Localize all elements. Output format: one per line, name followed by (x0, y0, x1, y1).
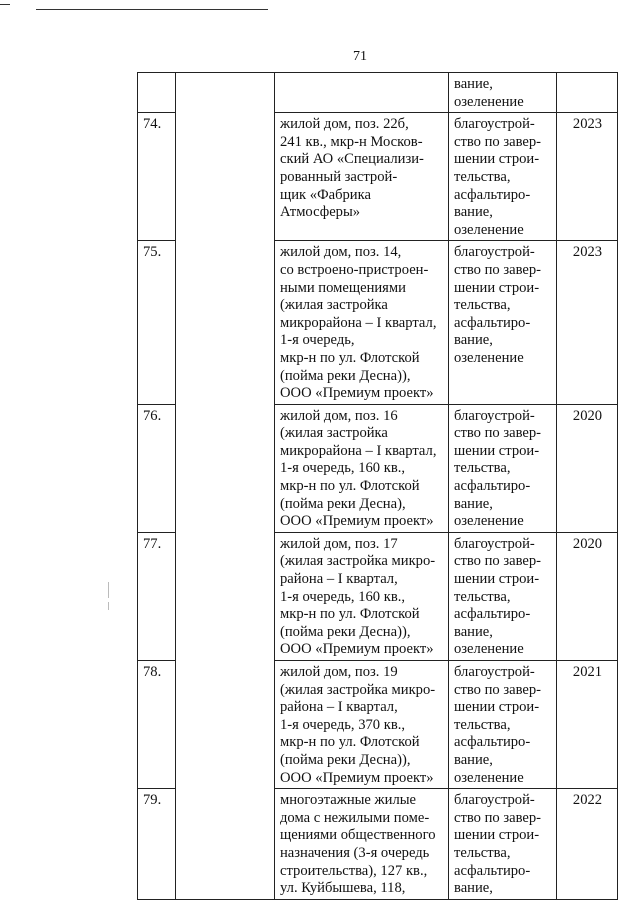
year-cell: 2020 (557, 404, 618, 532)
works-cell: вание, озеленение (449, 73, 557, 113)
year-cell (557, 73, 618, 113)
works-cell: благоустрой- ство по завер- шении строи- тельства, асфальтиро- вание, озеленение (449, 241, 557, 404)
row-number-cell: 78. (138, 661, 176, 789)
row-number-cell: 76. (138, 404, 176, 532)
works-cell: благоустрой- ство по завер- шении строи- тельства, асфальтиро- вание, озеленение (449, 532, 557, 660)
header-rule (36, 9, 268, 10)
year-cell: 2023 (557, 241, 618, 404)
object-cell: жилой дом, поз. 17 (жилая застройка микро- района – I квартал, 1-я очередь, 160 кв., мкр-н по ул. Флотской (пойма реки Десна)), ООО «Премиум проект» (275, 532, 449, 660)
row-number-cell: 74. (138, 113, 176, 241)
row-number-cell: 75. (138, 241, 176, 404)
year-cell: 2021 (557, 661, 618, 789)
year-cell: 2020 (557, 532, 618, 660)
row-number-cell: 77. (138, 532, 176, 660)
object-cell (275, 73, 449, 113)
scan-artifact (108, 582, 109, 598)
row-number-cell (138, 73, 176, 113)
blank-column-cell (176, 73, 275, 900)
works-cell: благоустрой- ство по завер- шении строи- тельства, асфальтиро- вание, озеленение (449, 113, 557, 241)
page-number: 71 (353, 49, 367, 64)
year-cell: 2022 (557, 789, 618, 900)
object-cell: многоэтажные жилые дома с нежилыми поме- щениями общественного назначения (3-я очередь строительства), 127 кв., ул. Куйбышева, 118, (275, 789, 449, 900)
works-cell: благоустрой- ство по завер- шении строи- тельства, асфальтиро- вание, (449, 789, 557, 900)
scan-corner-mark (0, 4, 10, 5)
row-number-cell: 79. (138, 789, 176, 900)
year-cell: 2023 (557, 113, 618, 241)
object-cell: жилой дом, поз. 16 (жилая застройка микрорайона – I квартал, 1-я очередь, 160 кв., мкр-н по ул. Флотской (пойма реки Десна), ООО «Премиум проект» (275, 404, 449, 532)
object-cell: жилой дом, поз. 14, со встроено-пристроен- ными помещениями (жилая застройка микрорайона – I квартал, 1-я очередь, мкр-н по ул. Флотской (пойма реки Десна)), ООО «Премиум проект» (275, 241, 449, 404)
object-cell: жилой дом, поз. 19 (жилая застройка микро- района – I квартал, 1-я очередь, 370 кв., мкр-н по ул. Флотской (пойма реки Десна)), ООО «Премиум проект» (275, 661, 449, 789)
register-table (137, 72, 618, 900)
scan-artifact (108, 602, 109, 610)
object-cell: жилой дом, поз. 22б, 241 кв., мкр-н Москов- ский АО «Специализи- рованный застрой- щик «Фабрика Атмосферы» (275, 113, 449, 241)
works-cell: благоустрой- ство по завер- шении строи- тельства, асфальтиро- вание, озеленение (449, 661, 557, 789)
table-row (138, 73, 618, 113)
works-cell: благоустрой- ство по завер- шении строи- тельства, асфальтиро- вание, озеленение (449, 404, 557, 532)
